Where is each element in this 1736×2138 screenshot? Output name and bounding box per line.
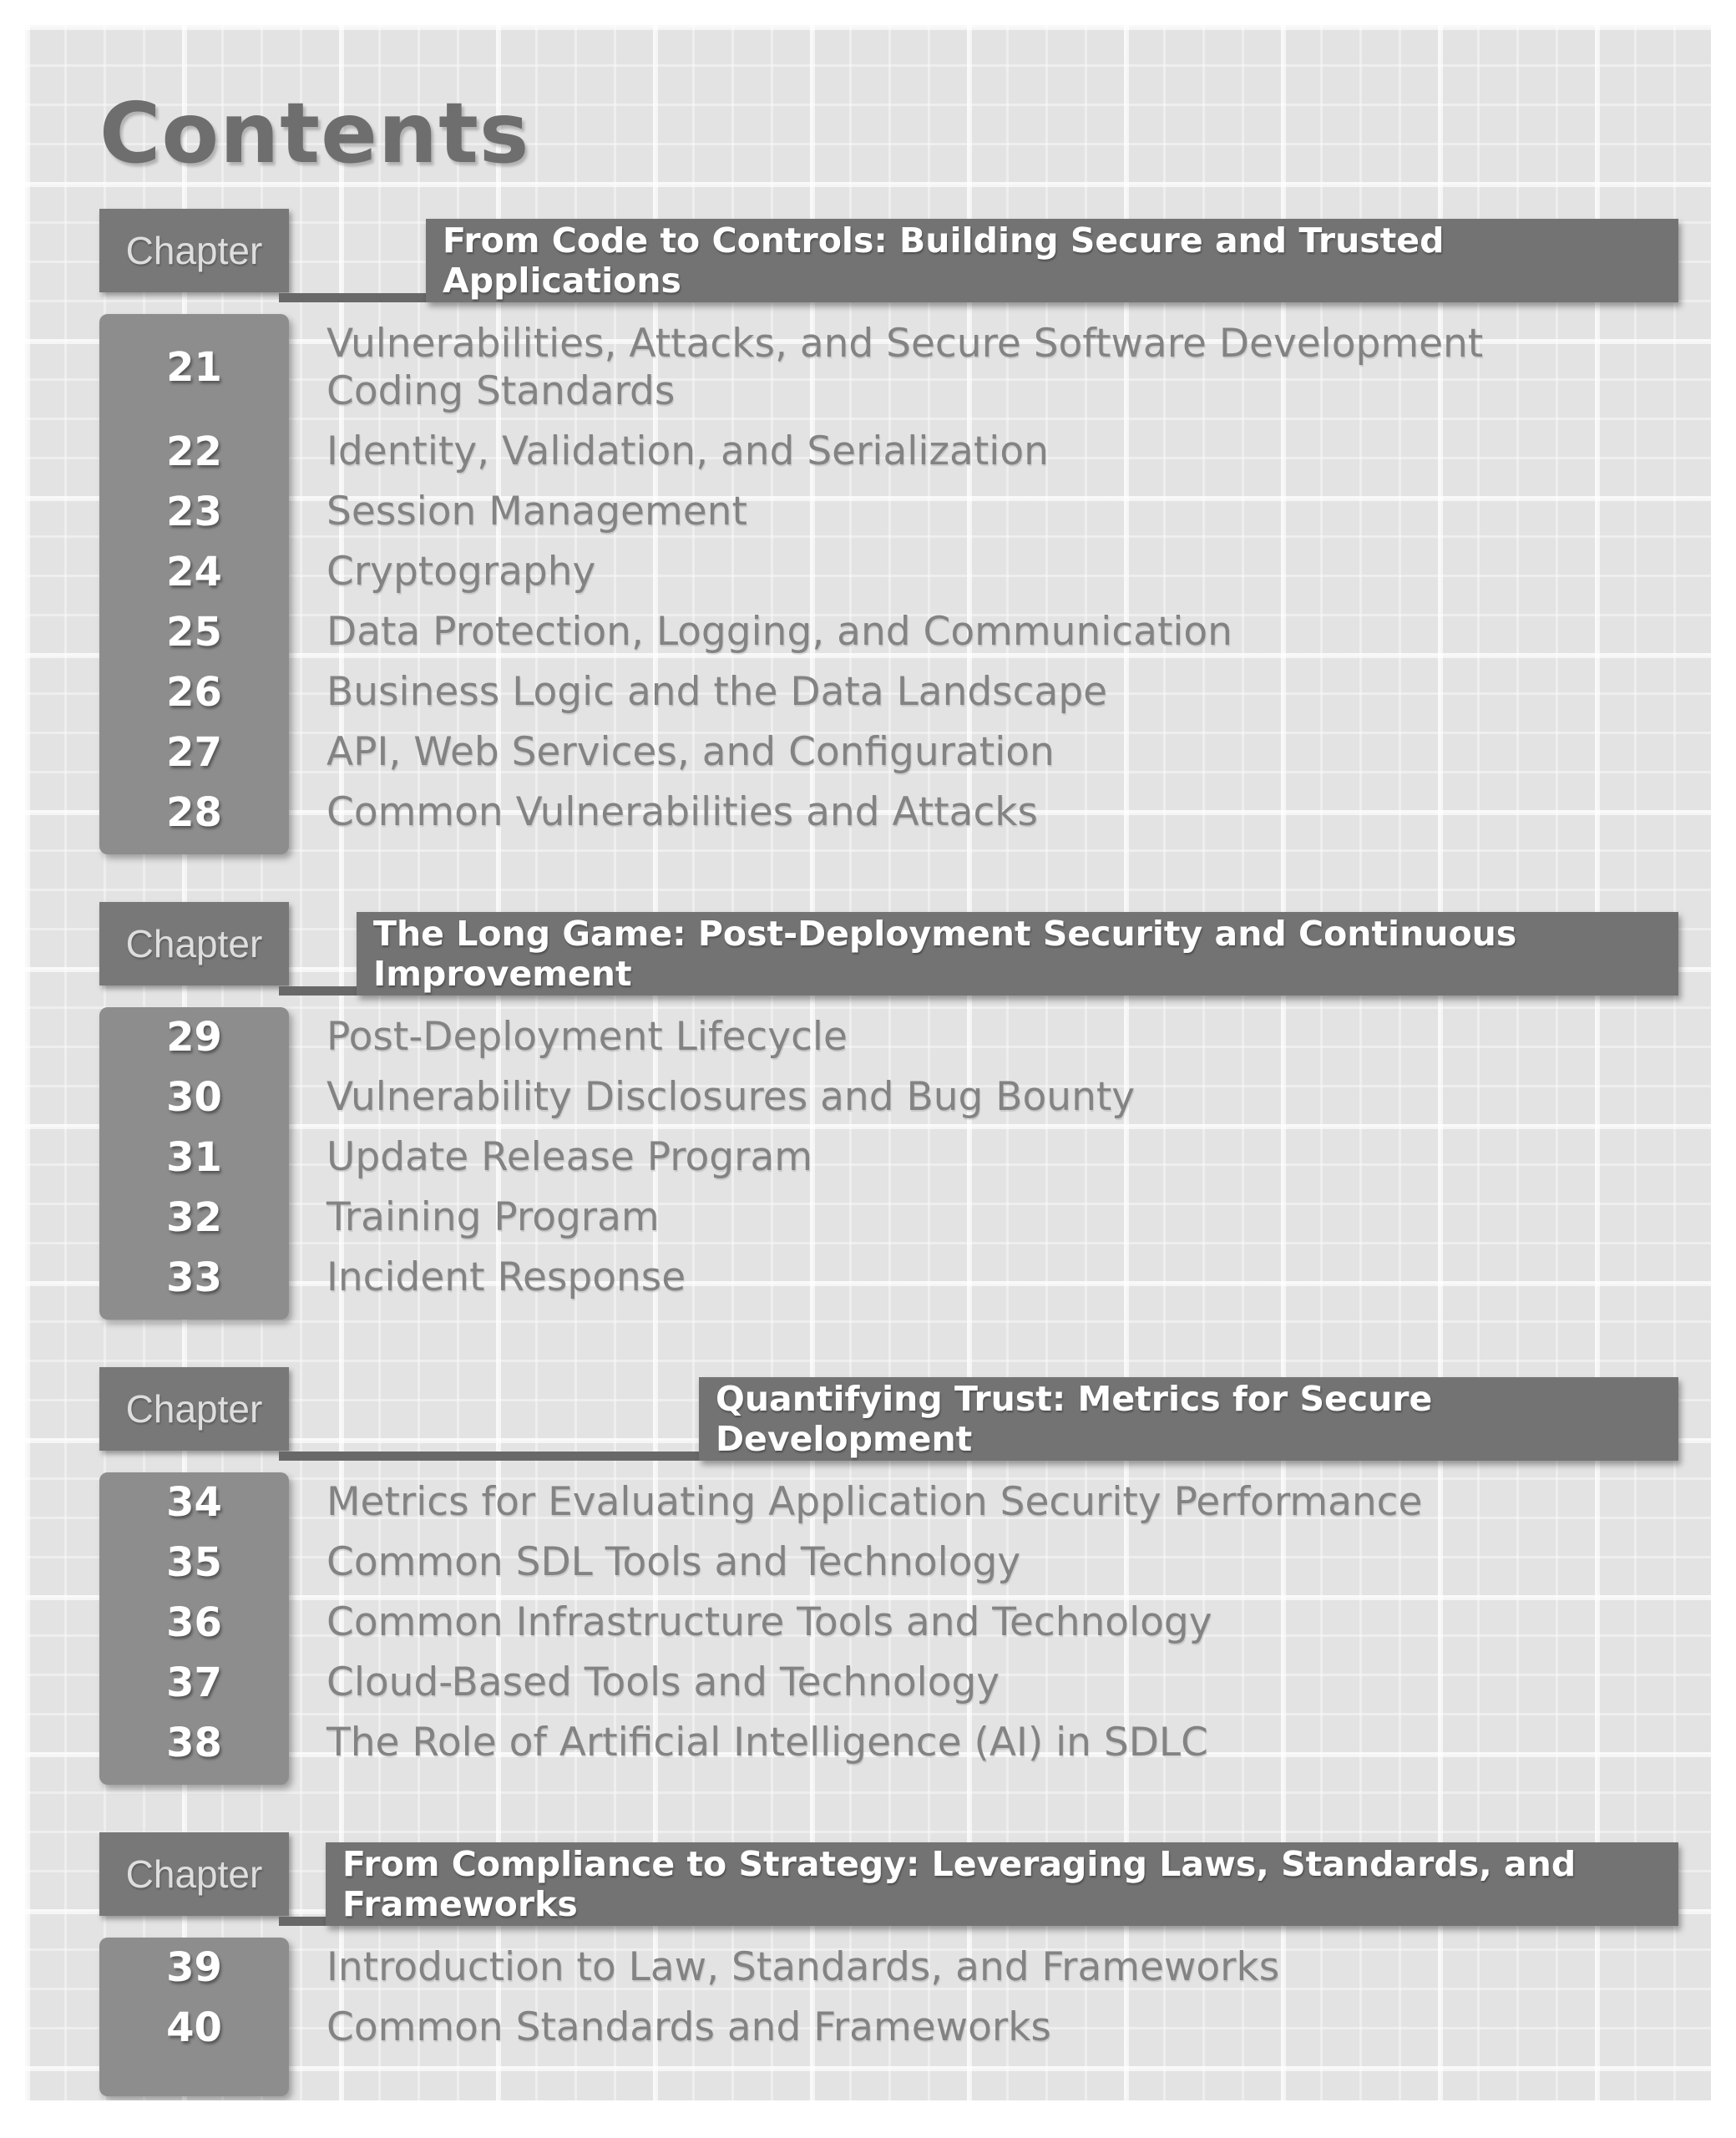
chapter-number: 34 xyxy=(166,1478,222,1526)
section-title-bar xyxy=(426,219,1678,302)
section-header-row xyxy=(99,209,1678,302)
section-header-row xyxy=(99,902,1678,996)
section-title: The Long Game: Post-Deployment Security and Continuous Improvement xyxy=(373,913,1517,994)
toc-content xyxy=(99,25,1678,2096)
chapter-label: Chapter xyxy=(125,1852,263,1896)
chapter-number: 30 xyxy=(166,1073,222,1121)
chapter-title: Training Program xyxy=(326,1193,660,1240)
chapter-title: Vulnerability Disclosures and Bug Bounty xyxy=(326,1073,1136,1120)
chapter-row xyxy=(99,722,1678,783)
chapter-row xyxy=(99,314,1678,422)
chapter-number: 31 xyxy=(166,1133,222,1181)
section-body xyxy=(99,1938,1678,2096)
chapter-row xyxy=(99,1533,1678,1593)
chapter-title: Data Protection, Logging, and Communication xyxy=(326,608,1232,655)
chapter-rows xyxy=(99,1472,1678,1773)
chapter-number: 35 xyxy=(166,1538,222,1586)
chapter-row xyxy=(99,1472,1678,1533)
section-title: Quantifying Trust: Metrics for Secure Development xyxy=(716,1378,1433,1459)
chapter-number: 36 xyxy=(166,1598,222,1646)
header-connector-line xyxy=(279,293,449,302)
chapter-column-header xyxy=(99,1832,289,1916)
chapter-title: Post-Deployment Lifecycle xyxy=(326,1013,848,1060)
chapter-row xyxy=(99,422,1678,482)
section-header-row xyxy=(99,1367,1678,1461)
toc-section xyxy=(99,1832,1678,2096)
chapter-rows xyxy=(99,1007,1678,1308)
chapter-number: 23 xyxy=(166,488,222,535)
chapter-column-header xyxy=(99,902,289,985)
chapter-number: 38 xyxy=(166,1719,222,1766)
chapter-row xyxy=(99,1188,1678,1248)
section-body xyxy=(99,1007,1678,1320)
chapter-number: 25 xyxy=(166,608,222,656)
chapter-title: Common Infrastructure Tools and Technology xyxy=(326,1598,1212,1645)
page-title: Contents xyxy=(99,84,530,182)
section-title: From Code to Controls: Building Secure and Trusted Applications xyxy=(443,220,1445,301)
chapter-column-header xyxy=(99,209,289,292)
chapter-row xyxy=(99,1127,1678,1188)
chapter-label: Chapter xyxy=(125,921,263,965)
toc-section xyxy=(99,1367,1678,1785)
chapter-title: Update Release Program xyxy=(326,1133,813,1180)
chapter-row xyxy=(99,602,1678,662)
chapter-number: 33 xyxy=(166,1254,222,1301)
chapter-title: API, Web Services, and Configuration xyxy=(326,728,1055,775)
chapter-row xyxy=(99,662,1678,722)
chapter-title: Common Vulnerabilities and Attacks xyxy=(326,788,1038,835)
chapter-column-header xyxy=(99,1367,289,1451)
toc-section xyxy=(99,209,1678,854)
section-body xyxy=(99,1472,1678,1785)
chapter-number: 39 xyxy=(166,1943,222,1991)
chapter-number: 37 xyxy=(166,1659,222,1706)
chapter-title: Identity, Validation, and Serialization xyxy=(326,428,1049,474)
chapter-title: Session Management xyxy=(326,488,747,534)
section-title-bar xyxy=(326,1842,1678,1926)
chapter-title: Incident Response xyxy=(326,1254,686,1300)
chapter-title: The Role of Artificial Intelligence (AI) in SDLC xyxy=(326,1719,1208,1766)
chapter-title: Common SDL Tools and Technology xyxy=(326,1538,1021,1585)
chapter-title: Common Standards and Frameworks xyxy=(326,2004,1051,2050)
section-title-bar xyxy=(699,1377,1678,1461)
chapter-row xyxy=(99,1007,1678,1067)
chapter-row xyxy=(99,1067,1678,1127)
chapter-number: 32 xyxy=(166,1193,222,1241)
chapter-title: Business Logic and the Data Landscape xyxy=(326,668,1108,715)
chapter-rows xyxy=(99,1938,1678,2058)
slide-canvas xyxy=(25,25,1711,2100)
chapter-number: 21 xyxy=(166,344,222,392)
chapter-row xyxy=(99,783,1678,843)
chapter-label: Chapter xyxy=(125,229,263,272)
chapter-row xyxy=(99,1938,1678,1998)
chapter-rows xyxy=(99,314,1678,843)
chapter-number: 26 xyxy=(166,668,222,716)
chapter-title: Introduction to Law, Standards, and Frameworks xyxy=(326,1943,1280,1990)
chapter-row xyxy=(99,482,1678,542)
chapter-row xyxy=(99,1653,1678,1713)
chapter-title: Cloud-Based Tools and Technology xyxy=(326,1659,1000,1705)
chapter-number: 24 xyxy=(166,548,222,595)
section-title-bar xyxy=(357,912,1678,996)
chapter-number: 29 xyxy=(166,1013,222,1061)
header-connector-line xyxy=(279,1452,722,1461)
toc-section xyxy=(99,902,1678,1320)
section-body xyxy=(99,314,1678,854)
chapter-number: 22 xyxy=(166,428,222,475)
chapter-row xyxy=(99,1713,1678,1773)
chapter-title: Vulnerabilities, Attacks, and Secure Software Development Coding Standards xyxy=(326,321,1484,415)
chapter-number: 40 xyxy=(166,2004,222,2051)
chapter-row xyxy=(99,1248,1678,1308)
chapter-title: Cryptography xyxy=(326,548,596,595)
chapter-title: Metrics for Evaluating Application Security Performance xyxy=(326,1478,1423,1525)
chapter-number: 27 xyxy=(166,728,222,776)
chapter-row xyxy=(99,1998,1678,2058)
toc-sections xyxy=(99,209,1678,2096)
section-header-row xyxy=(99,1832,1678,1926)
chapter-row xyxy=(99,542,1678,602)
chapter-number: 28 xyxy=(166,788,222,836)
chapter-label: Chapter xyxy=(125,1386,263,1431)
section-title: From Compliance to Strategy: Leveraging Laws, Standards, and Frameworks xyxy=(342,1843,1577,1924)
chapter-row xyxy=(99,1593,1678,1653)
